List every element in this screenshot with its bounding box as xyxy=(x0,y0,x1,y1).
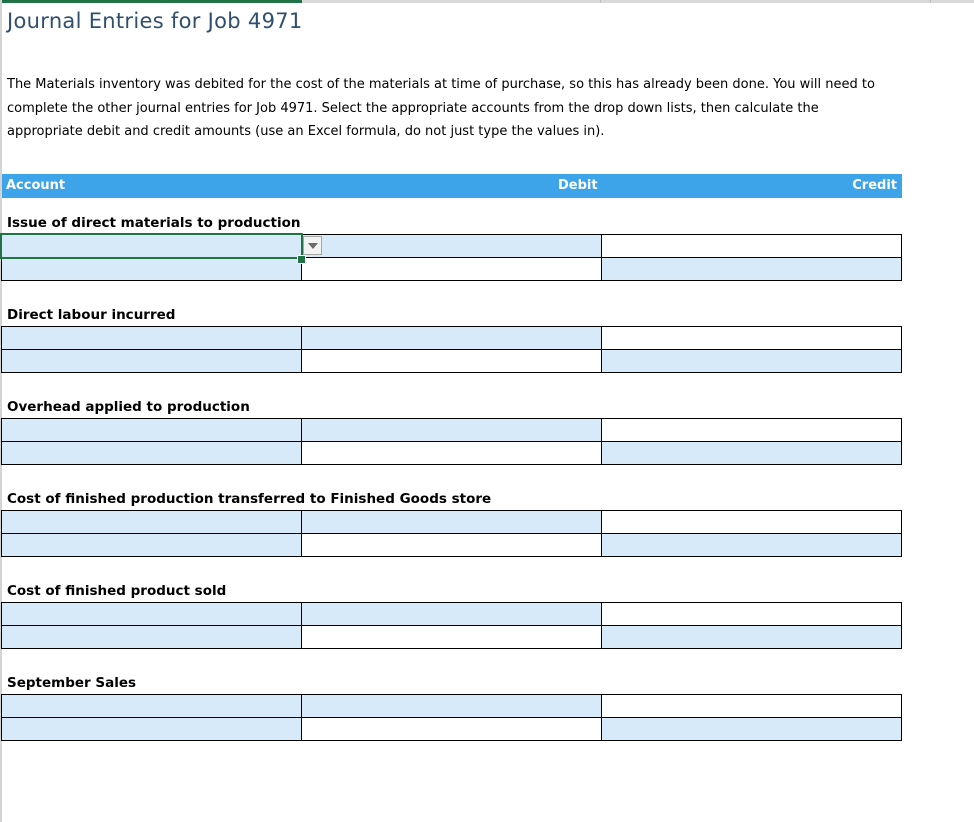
section-label-overhead-applied: Overhead applied to production xyxy=(7,399,250,415)
account-dropdown-cell-debit[interactable] xyxy=(1,418,302,442)
account-dropdown-cell-credit[interactable] xyxy=(1,441,302,465)
debit-amount-cell[interactable] xyxy=(301,418,602,442)
credit-amount-cell[interactable] xyxy=(601,694,902,718)
debit-amount-cell[interactable] xyxy=(301,349,602,373)
section-label-finished-goods-transfer: Cost of finished production transferred to Finished Goods store xyxy=(7,491,492,507)
account-dropdown-button[interactable] xyxy=(303,236,322,255)
debit-amount-cell[interactable] xyxy=(301,441,602,465)
debit-amount-cell[interactable] xyxy=(301,257,602,281)
credit-amount-cell[interactable] xyxy=(601,717,902,741)
debit-column-header: Debit xyxy=(558,178,598,193)
account-dropdown-cell-credit[interactable] xyxy=(1,349,302,373)
debit-amount-cell[interactable] xyxy=(301,533,602,557)
account-dropdown-cell-debit[interactable] xyxy=(1,602,302,626)
debit-amount-cell[interactable] xyxy=(301,510,602,534)
fill-handle[interactable] xyxy=(297,255,306,264)
account-dropdown-cell-debit[interactable] xyxy=(1,326,302,350)
account-dropdown-cell-credit[interactable] xyxy=(1,625,302,649)
credit-amount-cell[interactable] xyxy=(601,533,902,557)
active-column-indicator xyxy=(0,0,302,3)
entry-grid-product-sold xyxy=(1,602,902,649)
entry-grid-september-sales xyxy=(1,694,902,741)
debit-amount-cell[interactable] xyxy=(301,717,602,741)
table-header xyxy=(2,174,902,198)
instructions-text: The Materials inventory was debited for the cost of the materials at time of purchase, so this has already been done. You will need to complete the other journal entries for Job 4971. Select the appropriate accounts from the drop down lists, then calculate the appropriate debit and credit amounts (use an Excel formula, do not just type the values in). xyxy=(7,77,875,139)
credit-amount-cell[interactable] xyxy=(601,441,902,465)
section-label-materials-issue: Issue of direct materials to production xyxy=(7,215,301,231)
section-label-product-sold: Cost of finished product sold xyxy=(7,583,227,599)
account-dropdown-cell-debit[interactable] xyxy=(1,694,302,718)
account-dropdown-cell-credit[interactable] xyxy=(1,717,302,741)
credit-amount-cell[interactable] xyxy=(601,257,902,281)
credit-amount-cell[interactable] xyxy=(601,602,902,626)
column-divider xyxy=(600,0,601,3)
chevron-down-icon xyxy=(308,243,318,249)
account-column-header: Account xyxy=(6,178,66,193)
credit-amount-cell[interactable] xyxy=(601,234,902,258)
debit-amount-cell[interactable] xyxy=(301,694,602,718)
credit-column-header: Credit xyxy=(852,178,897,193)
credit-amount-cell[interactable] xyxy=(601,625,902,649)
entry-grid-overhead-applied xyxy=(1,418,902,465)
entry-grid-finished-goods-transfer xyxy=(1,510,902,557)
credit-amount-cell[interactable] xyxy=(601,349,902,373)
account-dropdown-cell-credit[interactable] xyxy=(1,533,302,557)
entry-grid-direct-labour xyxy=(1,326,902,373)
credit-amount-cell[interactable] xyxy=(601,326,902,350)
credit-amount-cell[interactable] xyxy=(601,418,902,442)
section-label-september-sales: September Sales xyxy=(7,675,137,691)
credit-amount-cell[interactable] xyxy=(601,510,902,534)
page-title: Journal Entries for Job 4971 xyxy=(7,9,303,33)
debit-amount-cell[interactable] xyxy=(301,625,602,649)
debit-amount-cell[interactable] xyxy=(301,234,602,258)
debit-amount-cell[interactable] xyxy=(301,602,602,626)
column-divider xyxy=(930,0,931,3)
debit-amount-cell[interactable] xyxy=(301,326,602,350)
section-label-direct-labour: Direct labour incurred xyxy=(7,307,176,323)
active-cell-selection xyxy=(0,233,303,259)
account-dropdown-cell-debit[interactable] xyxy=(1,510,302,534)
account-dropdown-cell-credit[interactable] xyxy=(1,257,302,281)
